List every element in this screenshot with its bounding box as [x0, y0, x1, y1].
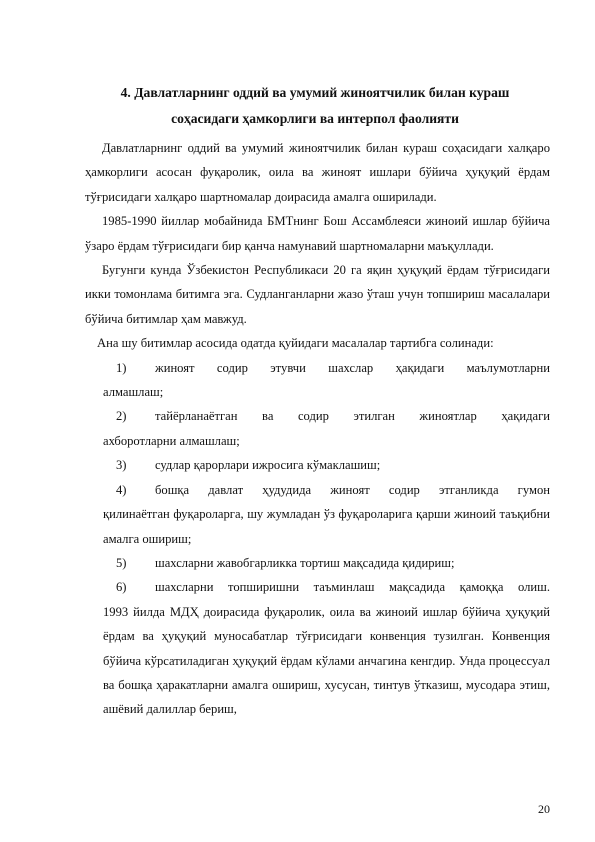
list-item-first-line: шахсларни жавобгарликка тортиш мақсадида қидириш;: [155, 555, 455, 570]
body-text: [85, 136, 550, 722]
paragraph-3: Бугунги кунда Ўзбекистон Республикаси 20 га яқин ҳуқуқий ёрдам тўғрисидаги икки томонлама битимга эга. Судланганларни жазо ўташ учун топшириш масалалари бўйича битимлар ҳам мавжуд.: [85, 263, 550, 326]
list-item: [85, 453, 550, 477]
list-item: [85, 575, 550, 721]
list-item-continuation: 1993 йилда МДҲ доирасида фуқаролик, оила ва жиноий ишлар бўйича ҳуқуқий ёрдам ва ҳуқуқий муносабатлар тўғрисидаги конвенция тузилган. Конвенция бўйича кўрсатиладиган ҳуқуқий ёрдам кўлами анчагина кенгдир. Унда процессуал ва бошқа ҳаракатларни амалга ошириш, хусусан, тинтув ўтказиш, мусодара этиш, ашёвий далиллар бериш,: [103, 604, 550, 717]
list-number: 6): [116, 580, 127, 595]
list-number: 2): [116, 409, 127, 424]
list-item-first-line: судлар қарорлари ижросига кўмаклашиш;: [155, 458, 381, 473]
heading-line-2: соҳасидаги ҳамкорлиги ва интерпол фаолияти: [171, 111, 459, 126]
list-number: 5): [116, 555, 127, 570]
list-number: 3): [116, 458, 127, 473]
paragraph-4: Ана шу битимлар асосида одатда қуйидаги масалалар тартибга солинади:: [97, 336, 494, 351]
list-item-first-line: тайёрланаётган ва содир этилган жиноятлар ҳақидаги: [155, 409, 550, 424]
list-item: [85, 478, 550, 551]
page-number: 20: [538, 802, 550, 816]
list-item-first-line: жиноят содир этувчи шахслар ҳақидаги маълумотларни: [155, 360, 550, 375]
list-number: 1): [116, 360, 127, 375]
list-item: [85, 551, 550, 575]
list-item-continuation: қилинаётган фуқароларга, шу жумладан ўз фуқароларига қарши жиноий таъқибни амалга ошириш;: [103, 507, 550, 546]
heading-line-1: 4. Давлатларнинг оддий ва умумий жиноятчилик билан кураш: [120, 85, 510, 100]
list-item-continuation: алмашлаш;: [103, 385, 164, 400]
list-item: [85, 404, 550, 453]
paragraph-1: Давлатларнинг оддий ва умумий жиноятчилик билан кураш соҳасидаги халқаро ҳамкорлиги асосан фуқаролик, оила ва жиноят ишлари бўйича ҳуқуқий ёрдам тўғрисидаги халқаро шартномалар доирасида амалга оширилади.: [85, 141, 550, 204]
paragraph-2: 1985-1990 йиллар мобайнида БМТнинг Бош Ассамблеяси жиноий ишлар бўйича ўзаро ёрдам тўғрисидаги бир қанча намунавий шартномаларни маъқуллади.: [85, 214, 550, 253]
list-item-first-line: бошқа давлат ҳудудида жиноят содир этганликда гумон: [155, 482, 550, 497]
list-item-first-line: шахсларни топширишни таъминлаш мақсадида қамоққа олиш.: [155, 580, 550, 595]
list-item-continuation: ахборотларни алмашлаш;: [103, 433, 240, 448]
numbered-list: [85, 356, 550, 722]
list-item: [85, 356, 550, 405]
list-number: 4): [116, 482, 127, 497]
